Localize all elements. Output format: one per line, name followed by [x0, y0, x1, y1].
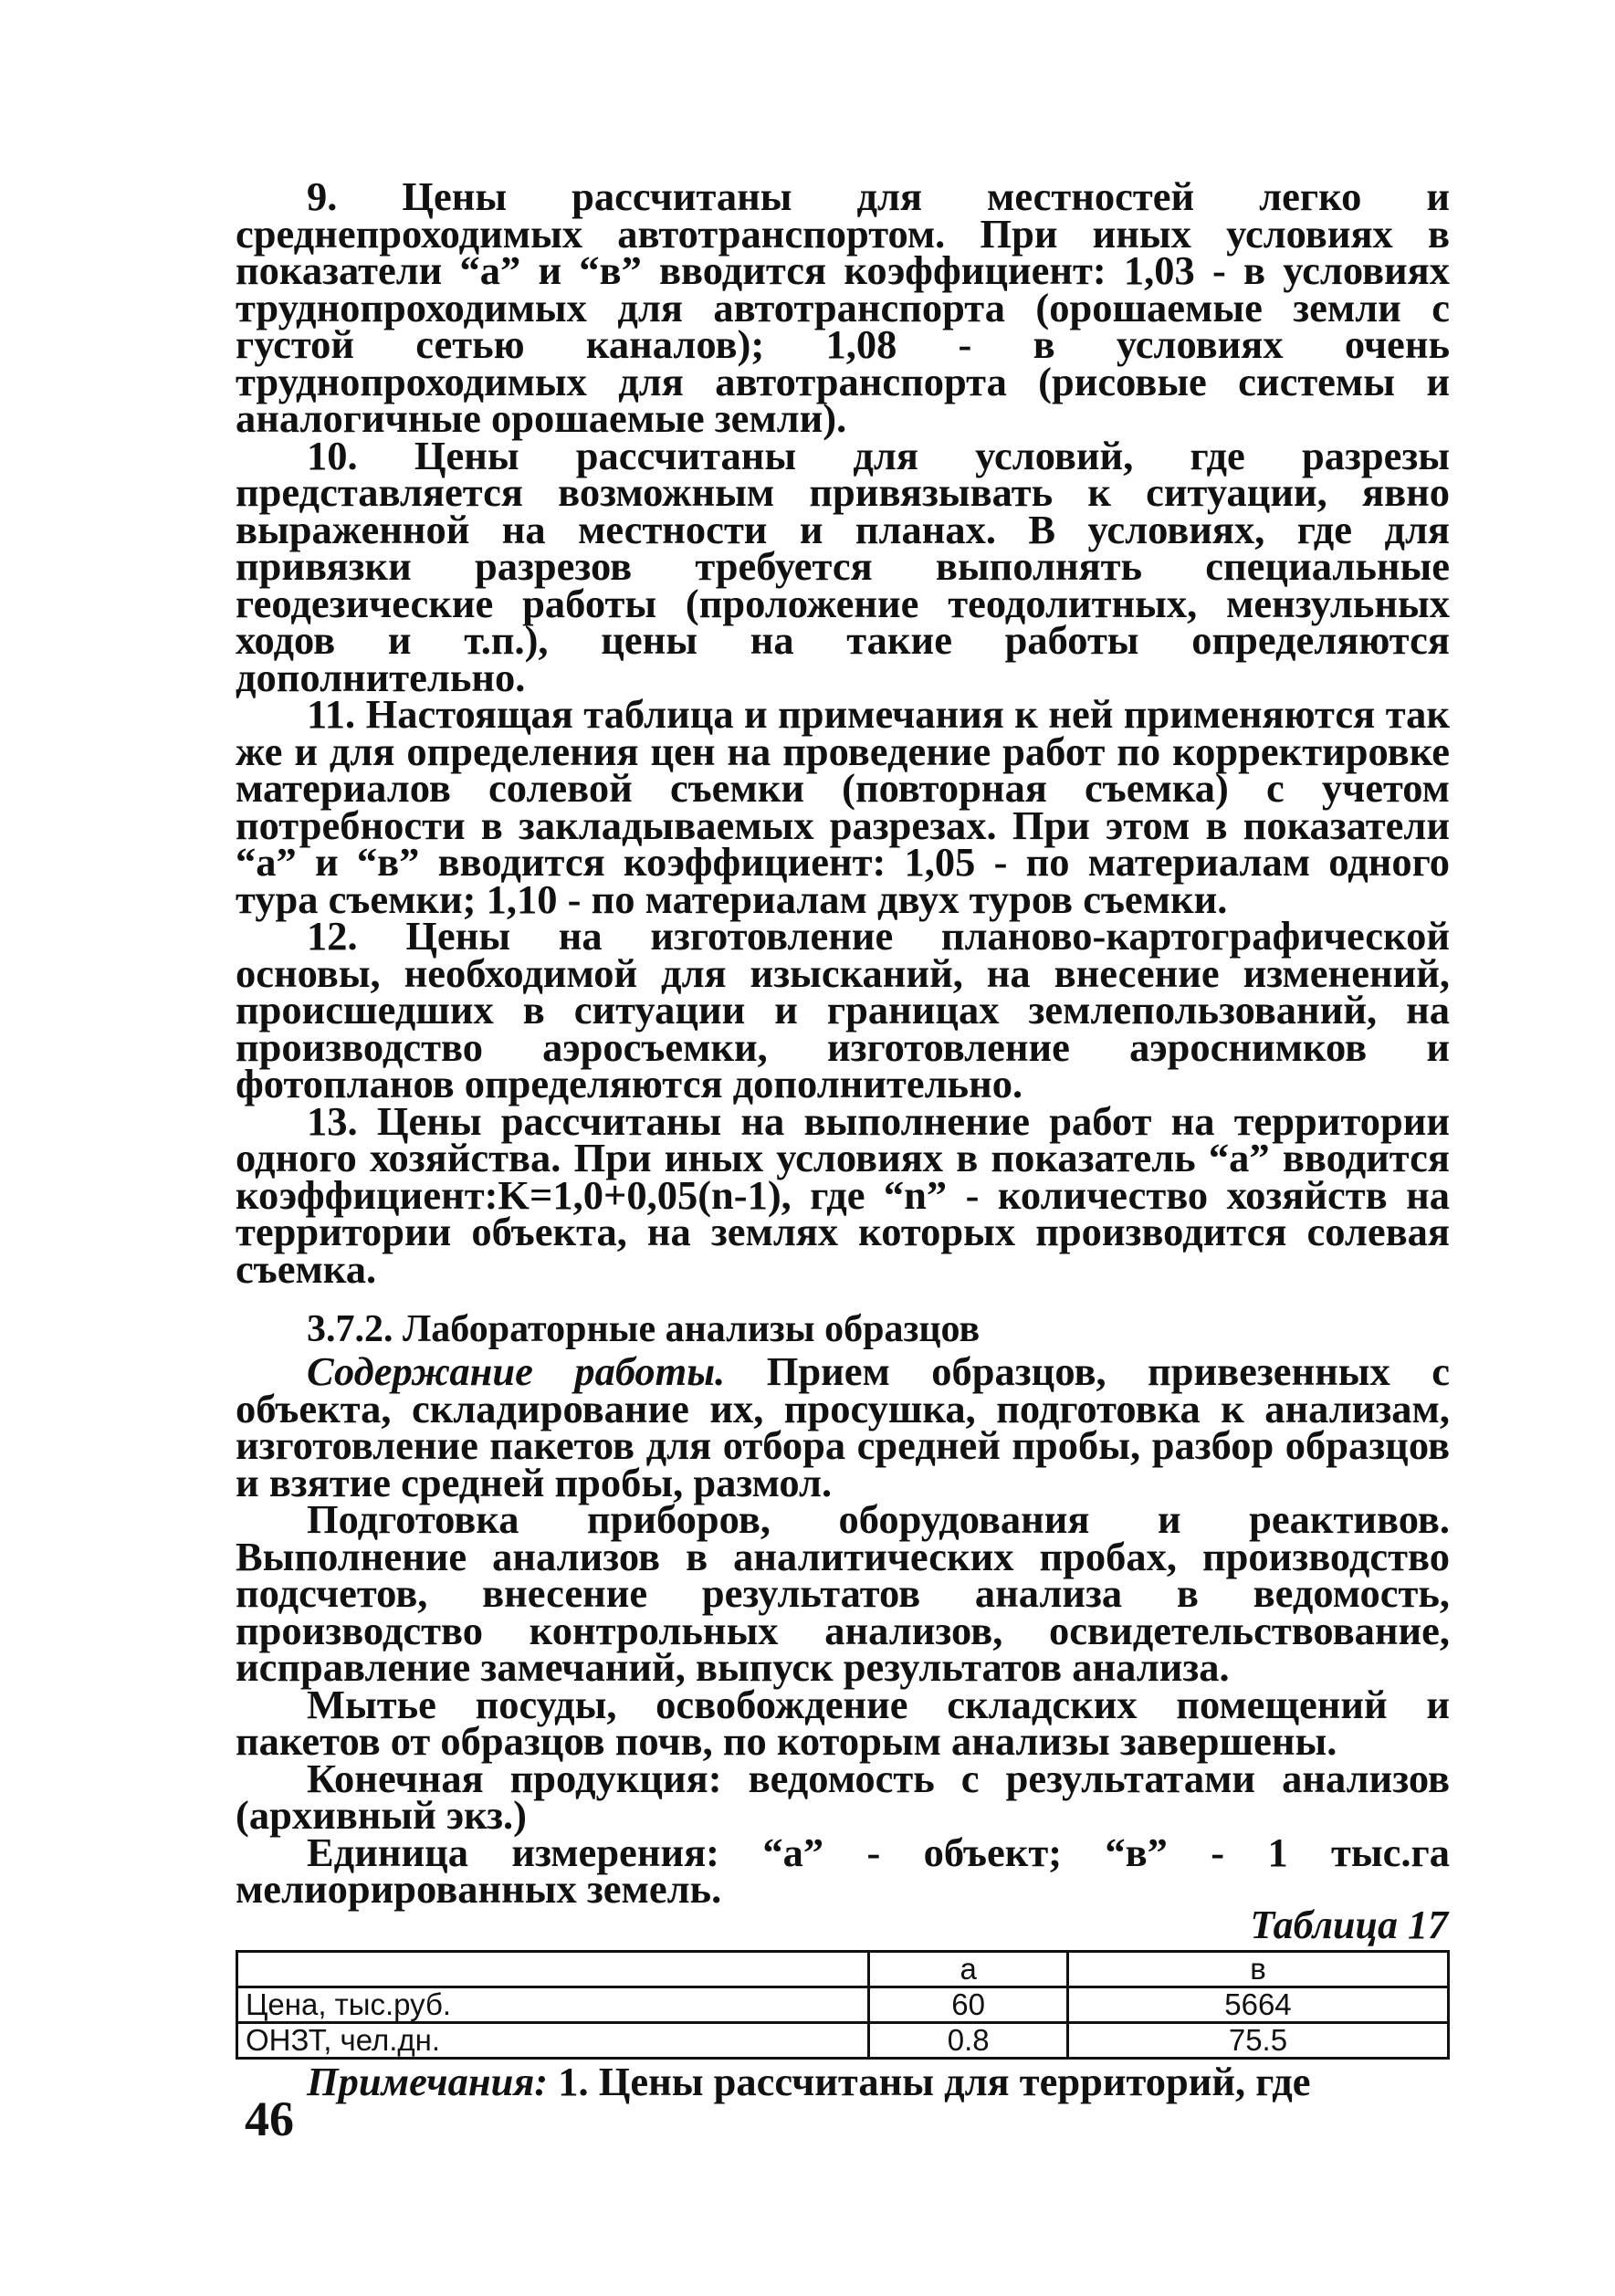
paragraph-13: 13. Цены рассчитаны на выполнение работ на территории одного хозяйства. При иных условиях в показатель “а” вводится коэффициент:K=1,0+0,05(n-1), где “n” - количество хозяйств на территории объекта, на землях которых производится солевая съемка. — [236, 1097, 1450, 1292]
cell-onzt-v: 75.5 — [1067, 2022, 1448, 2058]
paragraph-cleanup: Мытье посуды, освобождение складских помещений и пакетов от образцов почв, по которым анализы завершены. — [236, 1681, 1450, 1764]
table-header-row — [237, 1951, 1449, 1987]
cell-price-a: 60 — [869, 1987, 1068, 2022]
price-table — [236, 1950, 1450, 2060]
table-caption: Таблица 17 — [1250, 1902, 1448, 1947]
cell-onzt-a: 0.8 — [869, 2022, 1068, 2058]
table-header-empty — [237, 1951, 869, 1987]
notes-label: Примечания: — [307, 2058, 549, 2104]
paragraph-9: 9. Цены рассчитаны для местностей легко и среднепроходимых автотранспортом. При иных условиях в показатели “а” и “в” вводится коэффициент: 1,03 - в условиях труднопроходимых для автотранспорта (орошаемые земли с густой сетью каналов); 1,08 - в условиях очень труднопроходимых для автотранспорта (рисовые системы и аналогичные орошаемые земли). — [236, 173, 1450, 441]
cell-price-v: 5664 — [1067, 1987, 1448, 2022]
paragraph-12: 12. Цены на изготовление планово-картографической основы, необходимой для изысканий, на внесение изменений, происшедших в ситуации и границах землепользований, на производство аэросъемки, изготовление аэроснимков и фотопланов определяются дополнительно. — [236, 913, 1450, 1106]
table-row — [237, 2022, 1449, 2058]
work-content-paragraph — [236, 1348, 1451, 1505]
work-content-label: Содержание работы. — [307, 1348, 726, 1394]
paragraph-preparation: Подготовка приборов, оборудования и реактивов. Выполнение анализов в аналитических пробах, производство подсчетов, внесение результатов анализа в ведомость, производство контрольных анализов, освидетельствование, исправление замечаний, выпуск результатов анализа. — [236, 1496, 1450, 1690]
page-body — [236, 173, 1451, 2104]
table-row — [237, 1987, 1449, 2022]
notes-paragraph — [236, 2058, 1450, 2104]
page-number: 46 — [245, 2092, 294, 2146]
paragraph-10: 10. Цены рассчитаны для условий, где разрезы представляется возможным привязывать к ситуации, явно выраженной на местности и планах. В условиях, где для привязки разрезов требуется выполнять специальные геодезические работы (проложение теодолитных, мензульных ходов и т.п.), цены на такие работы определяются дополнительно. — [236, 432, 1450, 700]
paragraph-unit: Единица измерения: “а” - объект; “в” - 1 тыс.га мелиорированных земель. — [236, 1829, 1450, 1912]
table-header-a: а — [869, 1951, 1068, 1987]
row-label-price: Цена, тыс.руб. — [237, 1987, 869, 2022]
row-label-onzt: ОНЗТ, чел.дн. — [237, 2022, 869, 2058]
notes-text: 1. Цены рассчитаны для территорий, где — [548, 2058, 1311, 2104]
paragraph-11: 11. Настоящая таблица и примечания к ней применяются так же и для определения цен на проведение работ по корректировке материалов солевой съемки (повторная съемка) с учетом потребности в закладываемых разрезах. При этом в показатели “а” и “в” вводится коэффициент: 1,05 - по материалам одного тура съемки; 1,10 - по материалам двух туров съемки. — [236, 691, 1450, 922]
table-header-v: в — [1067, 1951, 1448, 1987]
paragraph-final-product: Конечная продукция: ведомость с результатами анализов (архивный экз.) — [236, 1755, 1450, 1838]
work-content-text: Прием образцов, привезенных с объекта, складирование их, просушка, подготовка к анализам, изготовление пакетов для отбора средней пробы, разбор образцов и взятие средней пробы, размол. — [236, 1348, 1451, 1505]
section-heading: 3.7.2. Лабораторные анализы образцов — [307, 1308, 981, 1350]
